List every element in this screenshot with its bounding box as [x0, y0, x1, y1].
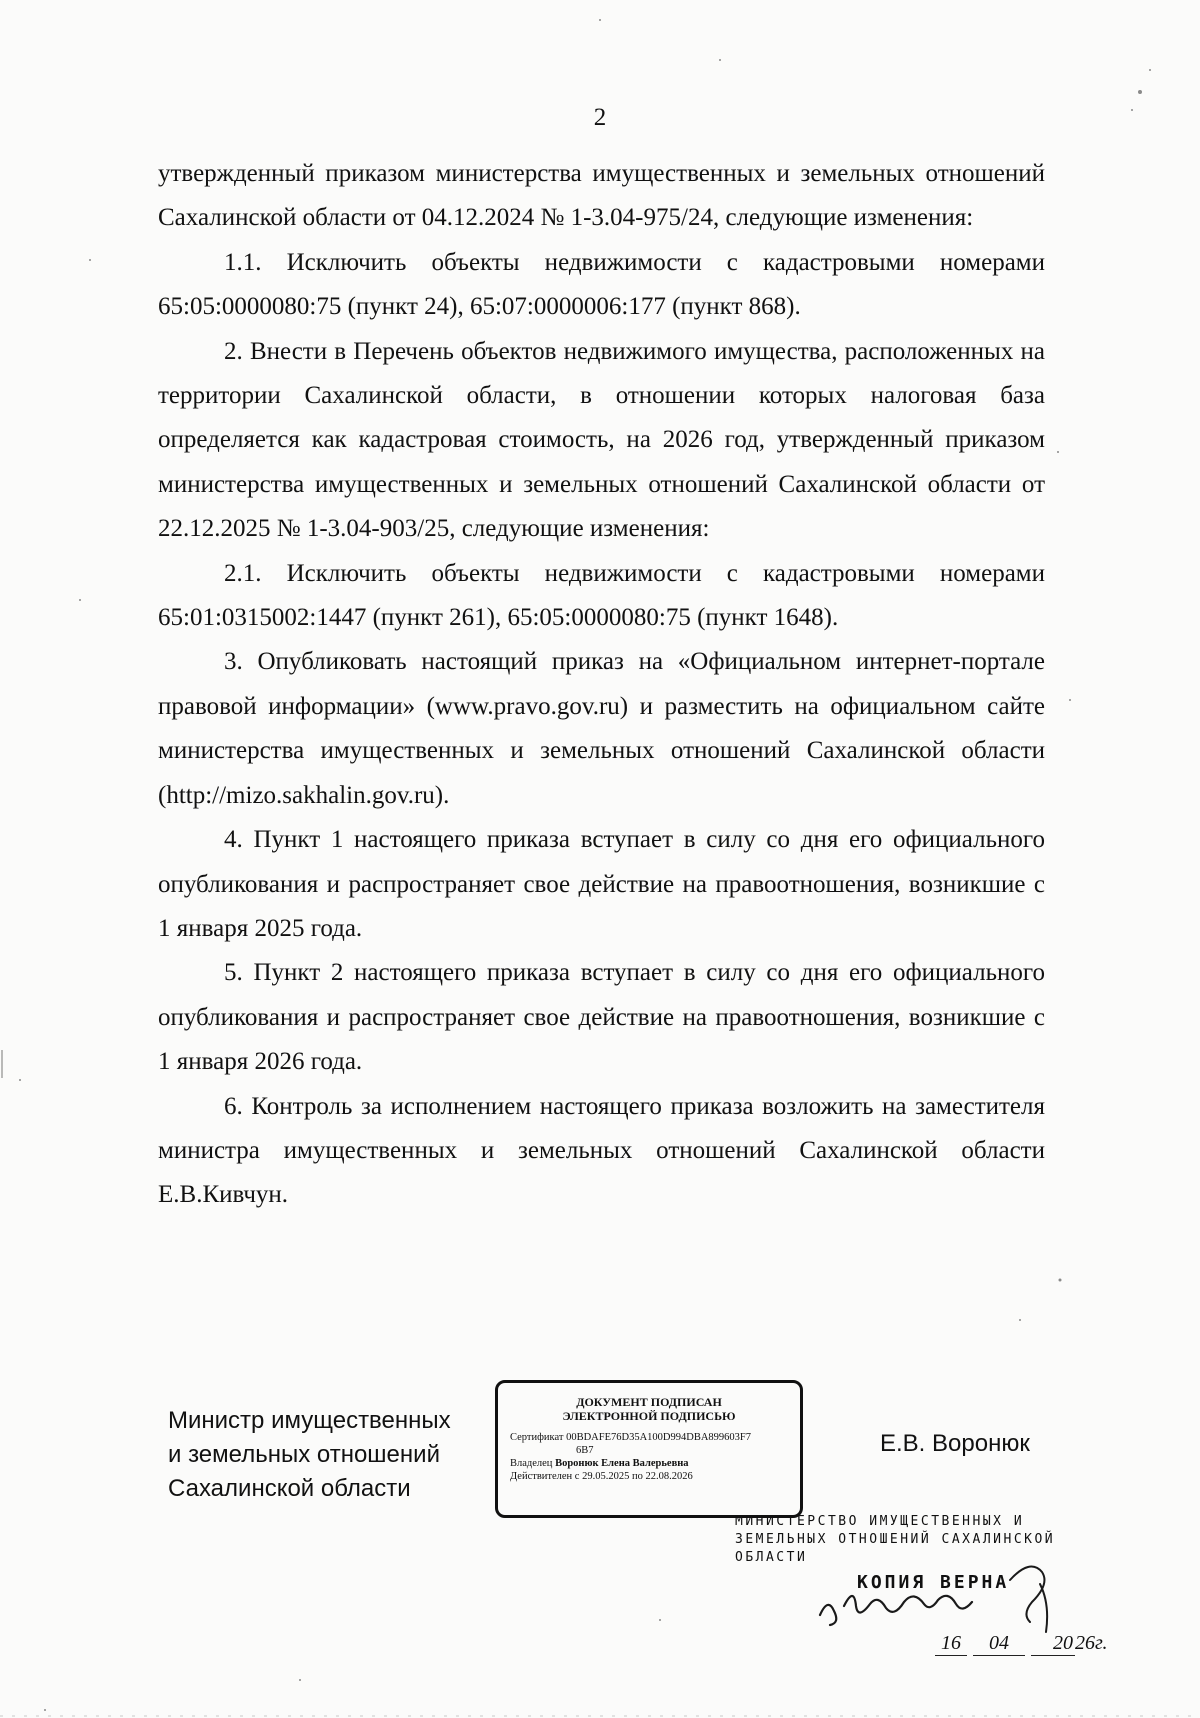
- stamp-header-line: ДОКУМЕНТ ПОДПИСАН: [576, 1395, 722, 1409]
- copy-stamp-line: ОБЛАСТИ: [735, 1550, 808, 1565]
- stamp-cert-value: 00BDAFE76D35A100D994DBA899603F7: [566, 1432, 752, 1443]
- copy-stamp-line: ЗЕМЕЛЬНЫХ ОТНОШЕНИЙ САХАЛИНСКОЙ: [735, 1532, 1056, 1547]
- electronic-signature-stamp: [495, 1380, 803, 1518]
- stamp-header: [498, 1395, 800, 1423]
- stamp-owner: [510, 1457, 790, 1470]
- copy-stamp-line: МИНИСТЕРСТВО ИМУЩЕСТВЕННЫХ И: [735, 1514, 1025, 1529]
- stamp-header-line: ЭЛЕКТРОННОЙ ПОДПИСЬЮ: [562, 1409, 736, 1423]
- paragraph-2-1: 2.1. Исключить объекты недвижимости с кадастровыми номерами 65:01:0315002:1447 (пункт 261), 65:05:0000080:75 (пункт 1648).: [158, 559, 1045, 632]
- copy-date: [935, 1632, 1108, 1656]
- stamp-certificate: [510, 1431, 790, 1444]
- signer-name: Е.В. Воронюк: [880, 1430, 1030, 1457]
- paragraph-4: 4. Пункт 1 настоящего приказа вступает в силу со дня его официального опубликования и распространяет свое действие на правоотношения, возникшие с 1 января 2025 года.: [158, 826, 1045, 942]
- paragraph-intro: утвержденный приказом министерства имущественных и земельных отношений Сахалинской области от 04.12.2024 № 1-3.04-975/24, следующие изменения:: [158, 160, 1045, 232]
- signer-title-line: Сахалинской области: [168, 1475, 411, 1502]
- stamp-body: [498, 1423, 800, 1483]
- copy-date-year-prefix: 20: [1031, 1632, 1075, 1656]
- signer-title: [168, 1404, 451, 1506]
- copy-date-year-unit: г.: [1095, 1632, 1108, 1654]
- stamp-owner-value: Воронюк Елена Валерьевна: [555, 1458, 689, 1469]
- paragraph-6: 6. Контроль за исполнением настоящего приказа возложить на заместителя министра имущественных и земельных отношений Сахалинской области Е.В.Кивчун.: [158, 1092, 1045, 1209]
- paragraph-5: 5. Пункт 2 настоящего приказа вступает в силу со дня его официального опубликования и распространяет свое действие на правоотношения, возникшие с 1 января 2026 года.: [158, 959, 1045, 1076]
- paragraph-1-1: 1.1. Исключить объекты недвижимости с кадастровыми номерами 65:05:0000080:75 (пункт 24), 65:07:0000006:177 (пункт 868).: [158, 248, 1045, 321]
- copy-date-year-suffix: 26: [1075, 1632, 1095, 1654]
- page-number: 2: [593, 104, 607, 131]
- document-body: [158, 152, 1045, 1218]
- copy-date-month: 04: [973, 1632, 1025, 1656]
- stamp-cert-value-cont: 6B7: [576, 1445, 594, 1456]
- stamp-validity: Действителен с 29.05.2025 по 22.08.2026: [510, 1471, 693, 1482]
- copy-date-day: 16: [935, 1632, 967, 1656]
- stamp-cert-label: Сертификат: [510, 1432, 564, 1443]
- handwritten-signature: [800, 1560, 1080, 1640]
- signer-title-line: и земельных отношений: [168, 1441, 440, 1468]
- signer-title-line: Министр имущественных: [168, 1407, 451, 1434]
- copy-certification-stamp: [735, 1513, 1095, 1567]
- paragraph-3: 3. Опубликовать настоящий приказ на «Официальном интернет-портале правовой информации» (www.pravo.gov.ru) и разместить на официальном сайте министерства имущественных и земельных отношений Сахалинской области (http://mizo.sakhalin.gov.ru).: [158, 648, 1045, 809]
- paragraph-2: 2. Внести в Перечень объектов недвижимого имущества, расположенных на территории Сахалинской области, в отношении которых налоговая база определяется как кадастровая стоимость, на 2026 год, утвержденный приказом министерства имущественных и земельных отношений Сахалинской области от 22.12.2025 № 1-3.04-903/25, следующие изменения:: [158, 337, 1045, 543]
- stamp-owner-label: Владелец: [510, 1458, 553, 1469]
- copy-verna-label: КОПИЯ ВЕРНА: [857, 1572, 1010, 1593]
